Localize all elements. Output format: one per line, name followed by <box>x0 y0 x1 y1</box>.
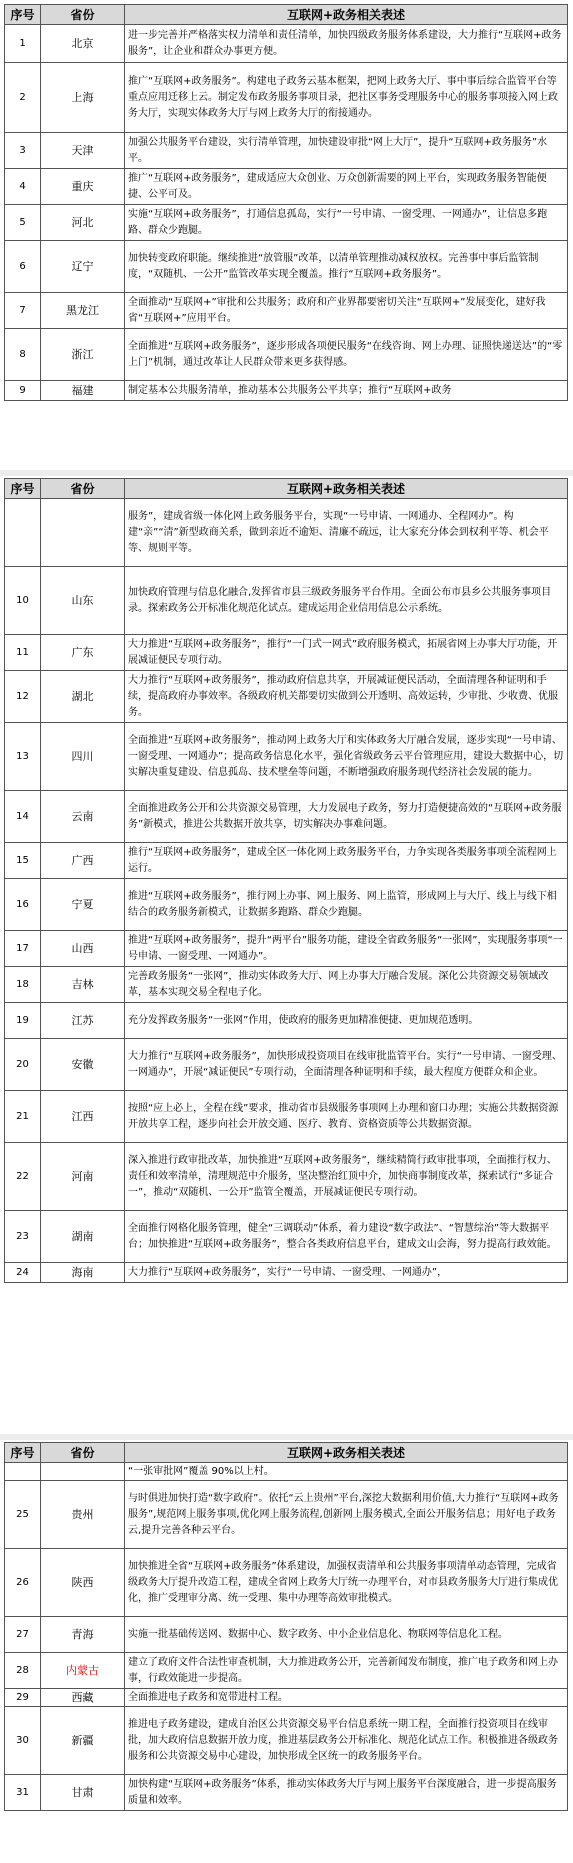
row-no: 22 <box>5 1143 41 1211</box>
row-desc: 进一步完善并严格落实权力清单和责任清单，加快四级政务服务体系建设，大力推行“互联网+政务服务”，让企业和群众办事更方便。 <box>125 25 568 63</box>
policy-table-part-1 <box>4 4 568 401</box>
row-province: 内蒙古 <box>41 1653 125 1689</box>
table-row <box>5 499 568 567</box>
row-no: 4 <box>5 169 41 205</box>
row-no: 12 <box>5 671 41 723</box>
row-province: 浙江 <box>41 329 125 381</box>
row-desc: 深入推进行政审批改革，加快推进“互联网+政务服务”，继续精简行政审批事项，全面推行权力、责任和效率清单，清理规范中介服务，坚决整治红顶中介，加快商事制度改革，探索试行“多证合一”，推动“双随机、一公开”监管全覆盖，开展减证便民专项行动。 <box>125 1143 568 1211</box>
row-no: 13 <box>5 723 41 791</box>
row-desc: 全面推进政务公开和公共资源交易管理，大力发展电子政务，努力打造便捷高效的“互联网+政务服务”新模式，推进公共数据开放共享，切实解决办事难问题。 <box>125 791 568 843</box>
row-desc: 全面推进电子政务和宽带进村工程。 <box>125 1689 568 1707</box>
table-row <box>5 1707 568 1775</box>
row-province: 湖南 <box>41 1211 125 1263</box>
row-province: 广东 <box>41 635 125 671</box>
table-row <box>5 241 568 293</box>
row-province: 天津 <box>41 133 125 169</box>
table-row <box>5 567 568 635</box>
row-no: 9 <box>5 381 41 401</box>
row-no: 6 <box>5 241 41 293</box>
row-desc: 制定基本公共服务清单，推动基本公共服务公平共享；推行“互联网+政务 <box>125 381 568 401</box>
row-province: 上海 <box>41 63 125 133</box>
table-row <box>5 879 568 931</box>
row-desc: 全面推动“互联网+”审批和公共服务；政府和产业界都要密切关注“互联网+”发展变化，建好我省“互联网+”应用平台。 <box>125 293 568 329</box>
row-no: 1 <box>5 25 41 63</box>
row-no: 16 <box>5 879 41 931</box>
row-province: 河北 <box>41 205 125 241</box>
row-desc: 加快构建“互联网+政务服务”体系，推动实体政务大厅与网上服务平台深度融合，进一步提高服务质量和效率。 <box>125 1775 568 1811</box>
row-no: 17 <box>5 931 41 967</box>
header-no: 序号 <box>5 1443 41 1463</box>
row-no: 3 <box>5 133 41 169</box>
table-row <box>5 293 568 329</box>
table-header-row <box>5 5 568 25</box>
header-desc: 互联网+政务相关表述 <box>125 479 568 499</box>
row-desc: 大力推行“互联网+政务服务”，实行“一号申请、一窗受理、一网通办”， <box>125 1263 568 1283</box>
row-province: 海南 <box>41 1263 125 1283</box>
page-separator <box>0 1434 573 1440</box>
row-province: 江苏 <box>41 1003 125 1039</box>
row-province: 青海 <box>41 1617 125 1653</box>
table-row <box>5 1039 568 1091</box>
row-province: 宁夏 <box>41 879 125 931</box>
table-row <box>5 63 568 133</box>
row-province: 福建 <box>41 381 125 401</box>
row-desc: 推广“互联网+政务服务”。构建电子政务云基本框架，把网上政务大厅、事中事后综合监管平台等重点应用迁移上云。制定发布政务服务事项目录，把社区事务受理服务中心的服务事项接入网上政务大厅，实现实体政务大厅与网上政务大厅的衔接通办。 <box>125 63 568 133</box>
row-no: 5 <box>5 205 41 241</box>
row-desc: 推进电子政务建设，建成自治区公共资源交易平台信息系统一期工程，全面推行投资项目在线审批，加大政府信息数据开放力度，推进基层政务公开标准化、规范化试点工作。积极推进各级政务服务和公共资源交易中心建设，加快形成全区统一的政务服务平台。 <box>125 1707 568 1775</box>
row-no <box>5 499 41 567</box>
header-desc: 互联网+政务相关表述 <box>125 5 568 25</box>
row-desc: 充分发挥政务服务“一张网”作用，使政府的服务更加精准便捷、更加规范透明。 <box>125 1003 568 1039</box>
row-province: 山东 <box>41 567 125 635</box>
row-province: 湖北 <box>41 671 125 723</box>
row-no: 25 <box>5 1481 41 1549</box>
row-desc: 加快转变政府职能。继续推进“放管服”改革，以清单管理推动减权放权。完善事中事后监管制度，“双随机、一公开”监管改革实现全覆盖。推行“互联网+政务服务”。 <box>125 241 568 293</box>
table-row <box>5 671 568 723</box>
table-row <box>5 133 568 169</box>
table-header-row <box>5 479 568 499</box>
row-province: 新疆 <box>41 1707 125 1775</box>
row-province <box>41 1463 125 1481</box>
table-header-row <box>5 1443 568 1463</box>
row-desc: 完善政务服务“一张网”，推动实体政务大厅、网上办事大厅融合发展。深化公共资源交易领域改革，基本实现交易全程电子化。 <box>125 967 568 1003</box>
row-no: 11 <box>5 635 41 671</box>
row-no: 28 <box>5 1653 41 1689</box>
row-desc: 加快政府管理与信息化融合,发挥省市县三级政务服务平台作用。全面公布市县乡公共服务事项目录。探索政务公开标准化规范化试点。建成运用企业信用信息公示系统。 <box>125 567 568 635</box>
table-row <box>5 25 568 63</box>
row-province: 云南 <box>41 791 125 843</box>
row-desc: 建立了政府文件合法性审查机制，大力推进政务公开，完善新闻发布制度，推广电子政务和网上办事，行政效能进一步提高。 <box>125 1653 568 1689</box>
row-no: 18 <box>5 967 41 1003</box>
row-desc: 全面推行网格化服务管理，健全“三调联动”体系，着力建设“数字政法”、“智慧综治”等大数据平台；加快推进“互联网+政务服务”，整合各类政府信息平台，建成文山会海，努力提高行政效能。 <box>125 1211 568 1263</box>
table-row <box>5 931 568 967</box>
row-desc: 按照“应上必上，全程在线”要求，推动省市县级服务事项网上办理和窗口办理；实施公共数据资源开放共享工程，逐步向社会开放交通、医疗、教育、资格资质等公共数据资源。 <box>125 1091 568 1143</box>
row-desc: 推行“互联网+政务服务”，建成全区一体化网上政务服务平台，力争实现各类服务事项全流程网上运行。 <box>125 843 568 879</box>
row-no: 8 <box>5 329 41 381</box>
row-desc: 实施一批基础传送网、数据中心、数字政务、中小企业信息化、物联网等信息化工程。 <box>125 1617 568 1653</box>
header-province: 省份 <box>41 479 125 499</box>
table-row <box>5 635 568 671</box>
row-desc: 全面推进“互联网+政务服务”，推动网上政务大厅和实体政务大厅融合发展，逐步实现“一号申请、一窗受理、一网通办”；提高政务信息化水平，强化省级政务云平台管理应用，建设大数据中心，切实解决重复建设、信息孤岛、技术壁垒等问题，不断增强政府服务现代经济社会发展的能力。 <box>125 723 568 791</box>
row-province: 河南 <box>41 1143 125 1211</box>
row-no: 15 <box>5 843 41 879</box>
row-province: 重庆 <box>41 169 125 205</box>
table-row <box>5 1549 568 1617</box>
policy-table-part-2 <box>4 478 568 1283</box>
row-desc: 服务”，建成省级一体化网上政务服务平台，实现“一号申请、一网通办、全程网办”。构建“亲”“清”新型政商关系，做到亲近不逾矩、清廉不疏远，让大家充分体会到权利平等、机会平等、规则平等。 <box>125 499 568 567</box>
table-row <box>5 1481 568 1549</box>
row-province <box>41 499 125 567</box>
row-province: 四川 <box>41 723 125 791</box>
row-no: 27 <box>5 1617 41 1653</box>
row-province: 贵州 <box>41 1481 125 1549</box>
table-row <box>5 1653 568 1689</box>
row-desc: 实施“互联网+政务服务”，打通信息孤岛，实行“一号申请、一窗受理、一网通办”，让信息多跑路、群众少跑腿。 <box>125 205 568 241</box>
row-desc: 推广“互联网+政务服务”，建成适应大众创业、万众创新需要的网上平台，实现政务服务智能便捷、公平可及。 <box>125 169 568 205</box>
row-province: 甘肃 <box>41 1775 125 1811</box>
table-row <box>5 967 568 1003</box>
row-province: 黑龙江 <box>41 293 125 329</box>
row-no: 24 <box>5 1263 41 1283</box>
row-province: 江西 <box>41 1091 125 1143</box>
row-no: 29 <box>5 1689 41 1707</box>
row-province: 辽宁 <box>41 241 125 293</box>
row-desc: 加强公共服务平台建设，实行清单管理，加快建设审批“网上大厅”，提升“互联网+政务服务”水平。 <box>125 133 568 169</box>
table-row <box>5 329 568 381</box>
row-no: 26 <box>5 1549 41 1617</box>
header-province: 省份 <box>41 5 125 25</box>
table-row <box>5 205 568 241</box>
row-no: 23 <box>5 1211 41 1263</box>
row-desc: 全面推进“互联网+政务服务”，逐步形成各项便民服务“在线咨询、网上办理、证照快递送达”的“零上门”机制，通过改革让人民群众带来更多获得感。 <box>125 329 568 381</box>
row-no: 2 <box>5 63 41 133</box>
row-desc: 加快推进全省“互联网+政务服务”体系建设，加强权责清单和公共服务事项清单动态管理，完成省级政务大厅提升改造工程，建成全省网上政务大厅统一办理平台，对市县政务服务大厅进行集成优化，推广受理审分离、统一受理、集中办理等高效审批模式。 <box>125 1549 568 1617</box>
row-province: 安徽 <box>41 1039 125 1091</box>
table-row <box>5 1211 568 1263</box>
table-row <box>5 1143 568 1211</box>
table-row <box>5 843 568 879</box>
table-row <box>5 791 568 843</box>
row-desc: 推进“互联网+政务服务”，推行网上办事、网上服务、网上监管，形成网上与大厅、线上与线下相结合的政务服务新模式，让数据多跑路、群众少跑腿。 <box>125 879 568 931</box>
row-no: 30 <box>5 1707 41 1775</box>
header-no: 序号 <box>5 5 41 25</box>
page-separator <box>0 470 573 476</box>
row-desc: “一张审批网”覆盖 90%以上村。 <box>125 1463 568 1481</box>
row-desc: 大力推行“互联网+政务服务”，推动政府信息共享，开展减证便民活动，全面清理各种证明和手续，提高政府办事效率。各级政府机关都要切实做到公开透明、高效运转，少审批、少收费、优服务。 <box>125 671 568 723</box>
row-no: 20 <box>5 1039 41 1091</box>
policy-table-part-3 <box>4 1442 568 1811</box>
row-province: 北京 <box>41 25 125 63</box>
table-row <box>5 1775 568 1811</box>
row-province: 广西 <box>41 843 125 879</box>
row-desc: 大力推进“互联网+政务服务”，推行“一门式一网式”政府服务模式，拓展省网上办事大厅功能，开展减证便民专项行动。 <box>125 635 568 671</box>
row-no: 10 <box>5 567 41 635</box>
table-row <box>5 1003 568 1039</box>
row-no: 19 <box>5 1003 41 1039</box>
table-row <box>5 381 568 401</box>
row-no: 21 <box>5 1091 41 1143</box>
table-row <box>5 1617 568 1653</box>
row-desc: 大力推行“互联网+政务服务”，加快形成投资项目在线审批监管平台。实行“一号申请、一窗受理、一网通办”，开展“减证便民”专项行动，全面清理各种证明和手续，最大程度方便群众和企业。 <box>125 1039 568 1091</box>
row-no <box>5 1463 41 1481</box>
table-row <box>5 169 568 205</box>
table-row <box>5 1463 568 1481</box>
row-province: 陕西 <box>41 1549 125 1617</box>
table-row <box>5 1091 568 1143</box>
row-no: 31 <box>5 1775 41 1811</box>
row-no: 7 <box>5 293 41 329</box>
row-desc: 与时俱进加快打造“数字政府”。依托“云上贵州”平台,深挖大数据利用价值,大力推行“互联网+政务服务”,规范网上服务事项,优化网上服务流程,创新网上服务模式,全面公开服务信息；用好电子政务云,提升完善各种云平台。 <box>125 1481 568 1549</box>
table-row <box>5 1689 568 1707</box>
row-province: 西藏 <box>41 1689 125 1707</box>
table-row <box>5 1263 568 1283</box>
row-desc: 推进“互联网+政务服务”，提升“两平台”服务功能，建设全省政务服务“一张网”，实现服务事项“一号申请、一窗受理、一网通办”。 <box>125 931 568 967</box>
table-row <box>5 723 568 791</box>
header-no: 序号 <box>5 479 41 499</box>
header-province: 省份 <box>41 1443 125 1463</box>
row-province: 吉林 <box>41 967 125 1003</box>
row-no: 14 <box>5 791 41 843</box>
header-desc: 互联网+政务相关表述 <box>125 1443 568 1463</box>
row-province: 山西 <box>41 931 125 967</box>
